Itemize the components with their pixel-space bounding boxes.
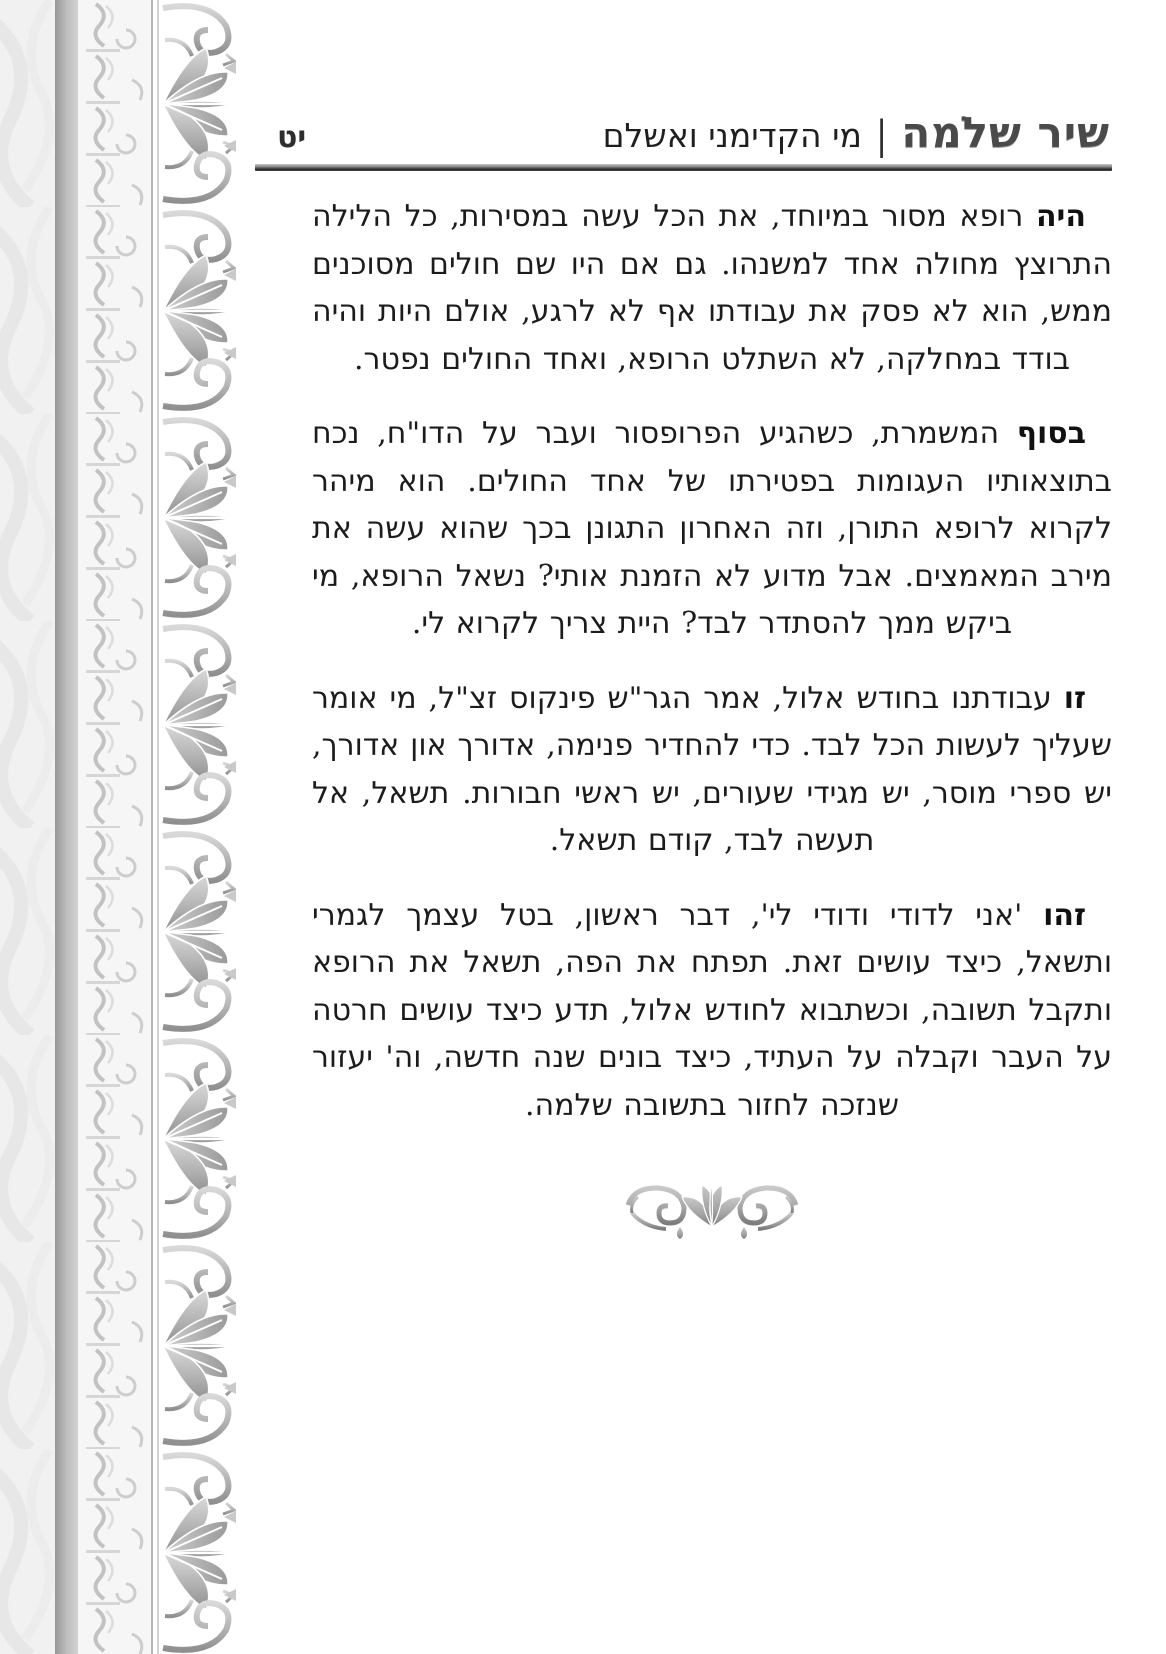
end-ornament [312, 1175, 1112, 1239]
border-ornament-graphic [0, 0, 236, 1654]
paragraph-text: רופא מסור במיוחד, את הכל עשה במסירות, כל הלילה התרוצץ מחולה אחד למשנהו. גם אם היו שם חולים מסוכנים ממש, הוא לא פסק את עבודתו אף לא לרגע, אולם היות והיה בודד במחלקה, לא השתלט הרופא, ואחד החולים נפטר. [312, 199, 1112, 377]
section-title: מי הקדימני ואשלם [602, 116, 862, 155]
lead-word: היה [1035, 199, 1086, 234]
book-title: שיר שלֹמה [901, 108, 1110, 157]
flourish-icon [624, 1175, 800, 1239]
header-titles [602, 108, 1110, 159]
header-rule [255, 164, 1112, 171]
content-column [255, 108, 1112, 1239]
page-header [255, 108, 1112, 159]
lead-word: זו [1063, 680, 1086, 716]
page-number: יט [277, 120, 307, 155]
paragraph-text: 'אני לדודי ודודי לי', דבר ראשון, בטל עצמך לגמרי ותשאל, כיצד עושים זאת. תפתח את הפה, תשאל את הרופא ותקבל תשובה, וכשתבוא לחודש אלול, תדע כיצד עושים חרטה על העבר וקבלה על העתיד, כיצד בונים שנה חדשה, וה' יעזור שנזכה לחזור בתשובה שלמה. [312, 897, 1112, 1123]
lead-word: זהו [1043, 897, 1086, 933]
paragraph [312, 193, 1112, 383]
lead-word: בסוף [1016, 416, 1086, 451]
paragraph [312, 675, 1112, 865]
paragraph [312, 410, 1112, 648]
paragraph [312, 892, 1112, 1130]
body-text [310, 193, 1112, 1129]
paragraph-text: עבודתנו בחודש אלול, אמר הגר"ש פינקוס זצ"ל, מי אומר שעליך לעשות הכל לבד. כדי להחדיר פנימה, אדורך און אדורך, יש ספרי מוסר, יש מגידי שעורים, יש ראשי חבורות. תשאל, אל תעשה לבד, קודם תשאל. [312, 680, 1112, 858]
header-divider: | [875, 113, 888, 159]
decorative-border [0, 0, 236, 1654]
paragraph-text: המשמרת, כשהגיע הפרופסור ועבר על הדו"ח, נכח בתוצאותיו העגומות בפטירתו של אחד החולים. הוא מיהר לקרוא לרופא התורן, וזה האחרון התגונן בכך שהוא עשה את מירב המאמצים. אבל מדוע לא הזמנת אותי? נשאל הרופא, מי ביקש ממך להסתדר לבד? היית צריך לקרוא לי. [312, 416, 1112, 641]
